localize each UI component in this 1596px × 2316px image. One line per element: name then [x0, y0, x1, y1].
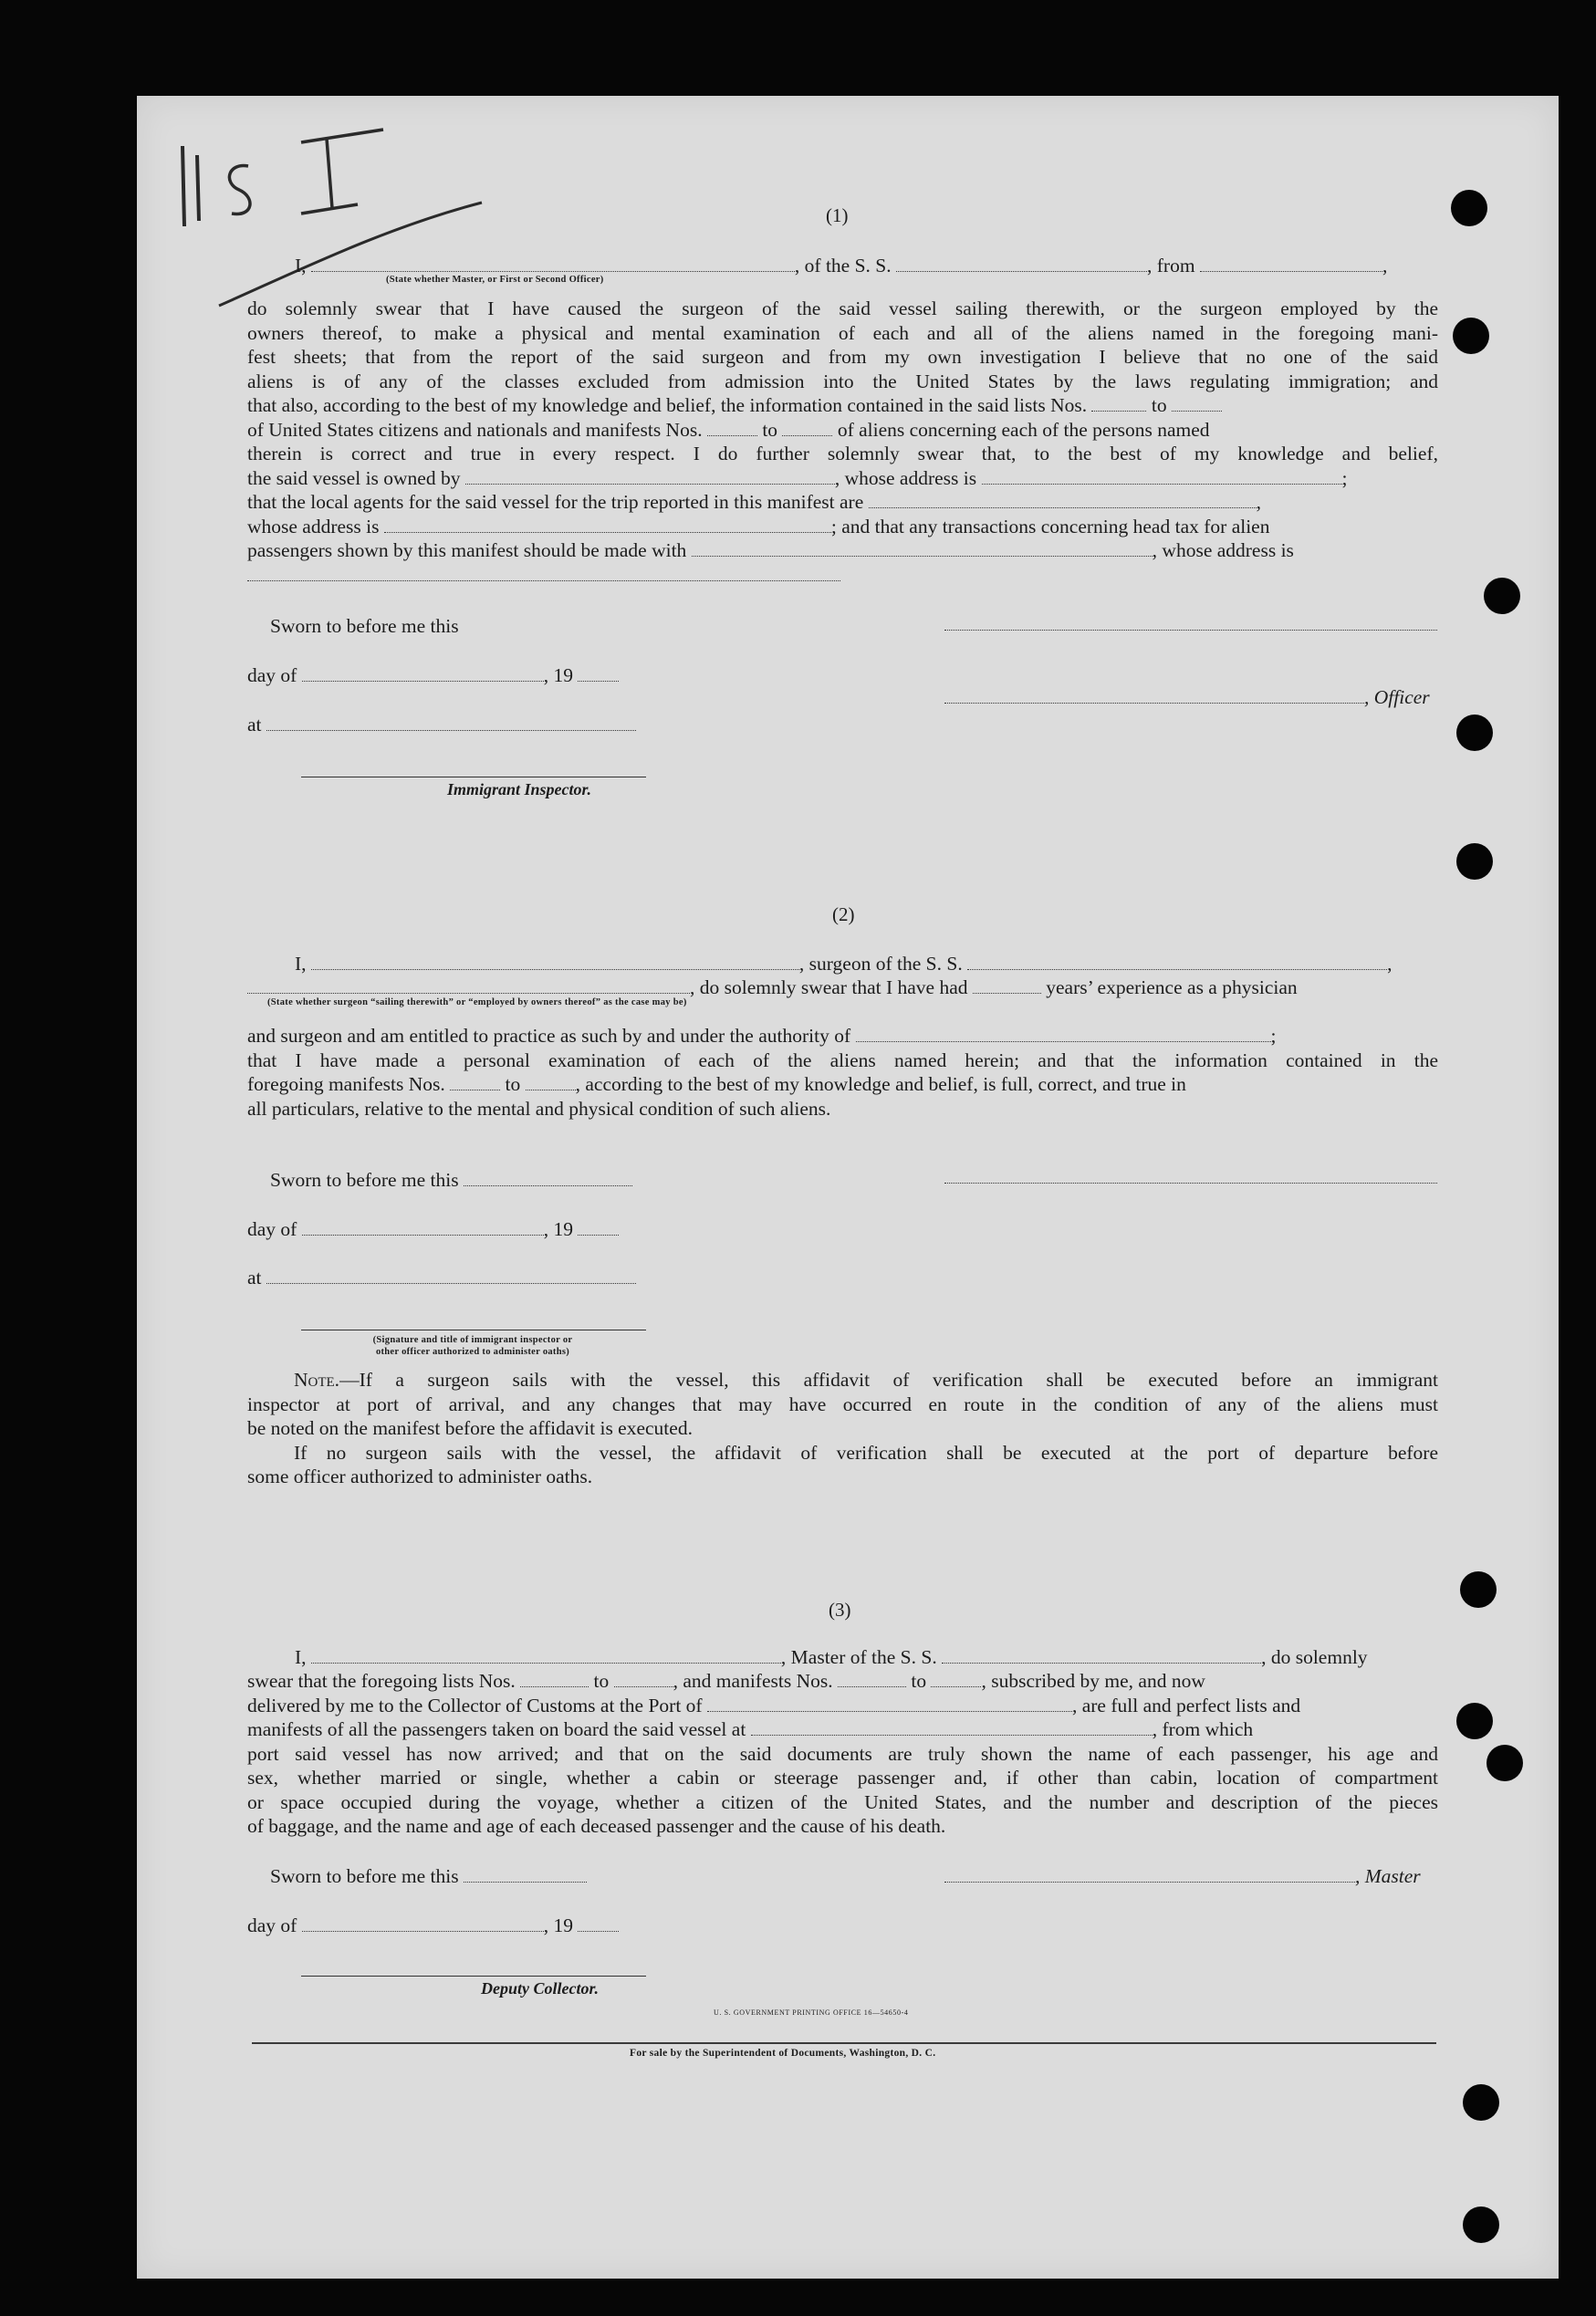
section1-body: do solemnly swear that I have caused the surgeon of the said vessel sailing therewith, or the surgeon employed by the owners thereof, to make a physical and mental examination of each and all of the aliens named in the foregoing mani- fest sheets; that from the report of the said surgeon and from my own investigation I believe that no one of the said aliens is of any of the classes excluded from admission into the United States by the laws regulating immigration; and that also, according to the best of my knowledge and belief, the information contained in the said lists Nos. to of United States citizens and nationals and manifests Nos. to of aliens concerning each of the persons named therein is correct and true in every respect. I do further solemnly swear that, to the best of my knowledge and belief, the said vessel is owned by , whose address is ; that the local agents for the said vessel for the trip reported in this manifest are , whose address is ; and that any transactions concerning head tax for alien passengers shown by this manifest should be made with , whose address is — [247, 297, 1438, 587]
sworn-field[interactable] — [464, 1184, 632, 1186]
at-line: at — [247, 713, 636, 737]
section2-body: and surgeon and am entitled to practice as such by and under the authority of ; that I have made a personal examination of each of the aliens named herein; and that the information contained in the foregoing manifests Nos. to , according to the best of my knowledge and belief, is full, correct, and true in all particulars, relative to the mental and physical condition of such aliens. — [247, 1025, 1438, 1120]
master-signature-field[interactable] — [944, 1881, 1355, 1883]
head-tax-agent-field[interactable] — [692, 555, 1153, 557]
section-number: (1) — [826, 204, 849, 226]
day-of-line: day of , 19 — [247, 1914, 619, 1938]
lists-to-field[interactable] — [614, 1685, 673, 1687]
vessel-name-field[interactable] — [967, 968, 1387, 970]
officer-line: , Officer — [944, 685, 1430, 710]
punch-hole — [1456, 1703, 1493, 1739]
punch-hole — [1463, 2206, 1499, 2243]
lists-from-field[interactable] — [1091, 410, 1146, 412]
sworn-line: Sworn to before me this — [270, 1864, 587, 1889]
punch-hole — [1484, 578, 1520, 614]
port-field[interactable] — [707, 1710, 1072, 1712]
year-field[interactable] — [578, 1930, 619, 1932]
manifests-to-field[interactable] — [931, 1685, 981, 1687]
at-line: at — [247, 1266, 636, 1290]
sale-notice: For sale by the Superintendent of Documents, Washington, D. C. — [630, 2048, 936, 2059]
sworn-line: Sworn to before me this — [270, 615, 459, 637]
day-of-line: day of , 19 — [247, 663, 619, 688]
authority-field[interactable] — [856, 1040, 1271, 1042]
manifests-from-field[interactable] — [450, 1089, 500, 1090]
section1-line1: I, , of the S. S. , from , — [295, 255, 1388, 276]
footer-rule — [252, 2042, 1436, 2044]
surgeon-status-field[interactable] — [247, 992, 690, 994]
owner-field[interactable] — [465, 483, 835, 485]
lists-to-field[interactable] — [1172, 410, 1222, 412]
punch-hole — [1456, 843, 1493, 880]
day-field[interactable] — [302, 1234, 544, 1236]
section-number: (3) — [829, 1599, 851, 1621]
lists-from-field[interactable] — [520, 1685, 589, 1687]
inspector-caption: Immigrant Inspector. — [447, 780, 592, 798]
section2-line1: I, , surgeon of the S. S. , — [295, 953, 1393, 975]
printing-office: U. S. GOVERNMENT PRINTING OFFICE 16—54650-4 — [714, 2008, 909, 2017]
surgeon-name-field[interactable] — [311, 968, 799, 970]
head-tax-address-field[interactable] — [247, 579, 840, 581]
manifests-from-field[interactable] — [707, 434, 757, 436]
officer-signature-field[interactable] — [944, 702, 1364, 704]
master-line: , Master — [944, 1864, 1421, 1889]
punch-hole — [1486, 1745, 1523, 1781]
label-i: I, — [295, 255, 307, 276]
embark-port-field[interactable] — [751, 1734, 1153, 1736]
agents-field[interactable] — [869, 506, 1257, 508]
manifests-to-field[interactable] — [526, 1089, 576, 1090]
year-field[interactable] — [578, 680, 619, 682]
day-of-line: day of , 19 — [247, 1217, 619, 1242]
from-port-field[interactable] — [1200, 270, 1382, 272]
manifests-to-field[interactable] — [782, 434, 832, 436]
punch-hole — [1460, 1571, 1497, 1608]
vessel-name-field[interactable] — [896, 270, 1147, 272]
at-field[interactable] — [266, 729, 636, 731]
section-number: (2) — [832, 903, 855, 925]
punch-hole — [1453, 318, 1489, 354]
surgeon-signature-line[interactable] — [944, 1183, 1437, 1184]
collector-caption: Deputy Collector. — [481, 1979, 599, 1998]
officer-rank-field[interactable] — [311, 270, 795, 272]
collector-signature-line[interactable] — [301, 1976, 646, 1977]
agents-address-field[interactable] — [384, 531, 831, 533]
section2-line2: , do solemnly swear that I have had years’ experience as a physician — [247, 975, 1438, 1000]
signature-caption: (Signature and title of immigrant inspector or other officer authorized to administer oaths) — [372, 1335, 573, 1357]
punch-hole — [1463, 2084, 1499, 2121]
section2-hint: (State whether surgeon “sailing therewith” or “employed by owners thereof” as the case may be) — [267, 997, 687, 1007]
master-name-field[interactable] — [311, 1662, 781, 1664]
section3-line1: I, , Master of the S. S. , do solemnly — [295, 1646, 1368, 1668]
at-field[interactable] — [266, 1282, 636, 1284]
years-field[interactable] — [973, 992, 1041, 994]
manifests-from-field[interactable] — [838, 1685, 906, 1687]
day-field[interactable] — [302, 1930, 544, 1932]
section1-hint: (State whether Master, or First or Second Officer) — [386, 275, 604, 285]
sworn-line: Sworn to before me this — [270, 1168, 632, 1193]
section3-body: swear that the foregoing lists Nos. to , and manifests Nos. to , subscribed by me, and now delivered by me to the Collector of Customs at the Port of , are full and perfect lists and manifests of all the passengers taken on board the said vessel at , from which port said vessel has now arrived; and that on the said documents are truly shown the name of each passenger, his age and sex, whether married or single, whether a cabin or steerage passenger and, if other than cabin, location of compartment or space occupied during the voyage, whether a citizen of the United States, and the number and description of the pieces of baggage, and the name and age of each deceased passenger and the cause of his death. — [247, 1670, 1438, 1837]
signature-line[interactable] — [944, 630, 1437, 631]
owner-address-field[interactable] — [982, 483, 1342, 485]
sworn-field[interactable] — [464, 1881, 587, 1883]
note: Note.—If a surgeon sails with the vessel, this affidavit of verification shall be executed before an immigrant inspector at port of arrival, and any changes that may have occurred en route in the condition of any of the aliens must be noted on the manifest before the affidavit is executed. If no surgeon sails with the vessel, the affidavit of verification shall be executed at the port of departure before some officer authorized to administer oaths. — [247, 1369, 1438, 1487]
year-field[interactable] — [578, 1234, 619, 1236]
vessel-name-field[interactable] — [942, 1662, 1261, 1664]
punch-hole — [1456, 715, 1493, 751]
day-field[interactable] — [302, 680, 544, 682]
punch-hole — [1451, 190, 1487, 226]
